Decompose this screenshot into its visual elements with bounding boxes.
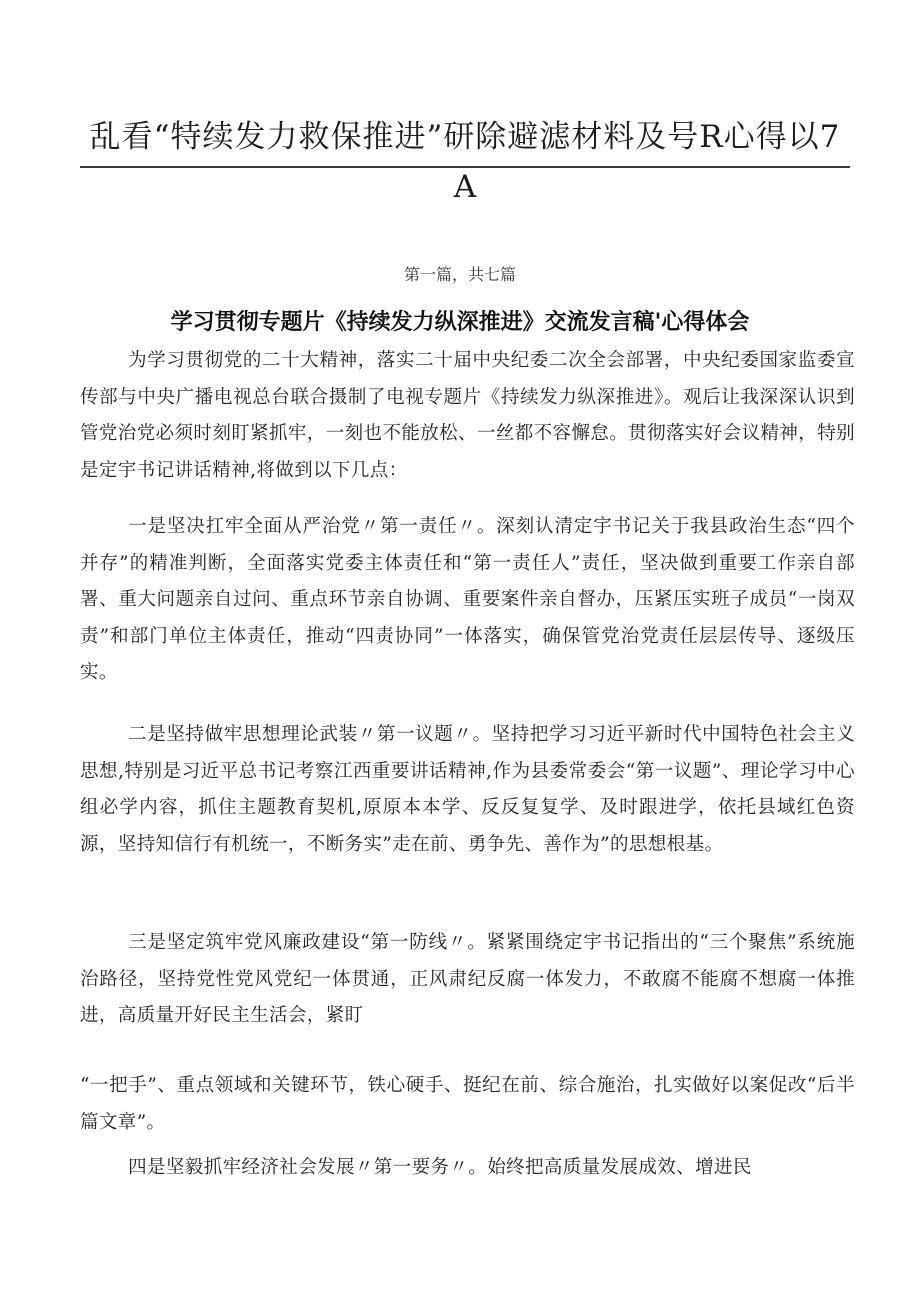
paragraph-point-3-continued: “一把手”、重点领域和关键环节，铁心硬手、挺纪在前、综合施治，扎实做好以案促改“后半篇文章”。 bbox=[80, 1075, 855, 1133]
paragraph-point-4: 四是坚毅抓牢经济社会发展〃第一要务〃。始终把高质量发展成效、增进民 bbox=[128, 1157, 752, 1178]
paragraph-point-2: 二是坚持做牢思想理论武装〃第一议题〃。坚持把学习习近平新时代中国特色社会主义思想,特别是习近平总书记考察江西重要讲话精神,作为县委常委会“第一议题”、理论学习中心组必学内容，抓住主题教育契机,原原本本学、反反复复学、及时跟进学，依托县域红色资源，坚持知信行有机统一，不断务实”走在前、勇争先、善作为”的思想根基。 bbox=[80, 724, 855, 855]
paragraph-intro: 为学习贯彻党的二十大精神，落实二十届中央纪委二次全会部署，中央纪委国家监委宣传部与中央广播电视总台联合摄制了电视专题片《持续发力纵深推进》。观后让我深深认识到管党治党必须时刻盯紧抓牢，一刻也不能放松、一丝都不容懈怠。贯彻落实好会议精神，特别是定宇书记讲话精神,将做到以下几点： bbox=[80, 350, 855, 481]
document-title-continuation: A bbox=[453, 169, 477, 205]
paragraph-point-1: 一是坚决扛牢全面从严治党〃第一责任〃。深刻认清定宇书记关于我县政治生态“四个并存”的精准判断，全面落实党委主体责任和“第一责任人”责任，坚决做到重要工作亲自部署、重大问题亲自过问、重点环节亲自协调、重要案件亲自督办，压紧压实班子成员“一岗双责”和部门单位主体责任，推动“四责协同”一体落实，确保管党治党责任层层传导、逐级压实。 bbox=[80, 516, 855, 683]
article-title: 学习贯彻专题片《持续发力纵深推进》交流发言稿'心得体会 bbox=[170, 310, 750, 335]
document-title: 乱看“特续发力救保推进”研除避滤材料及号R心得以7 bbox=[80, 108, 850, 168]
section-label: 第一篇，共七篇 bbox=[403, 265, 516, 284]
paragraph-point-3: 三是坚定筑牢党风廉政建设“第一防线〃。紧紧围绕定宇书记指出的“三个聚焦”系统施治路径，坚持党性党风党纪一体贯通，正风肃纪反腐一体发力，不敢腐不能腐不想腐一体推进，高质量开好民主生活会，紧盯 bbox=[80, 932, 855, 1026]
